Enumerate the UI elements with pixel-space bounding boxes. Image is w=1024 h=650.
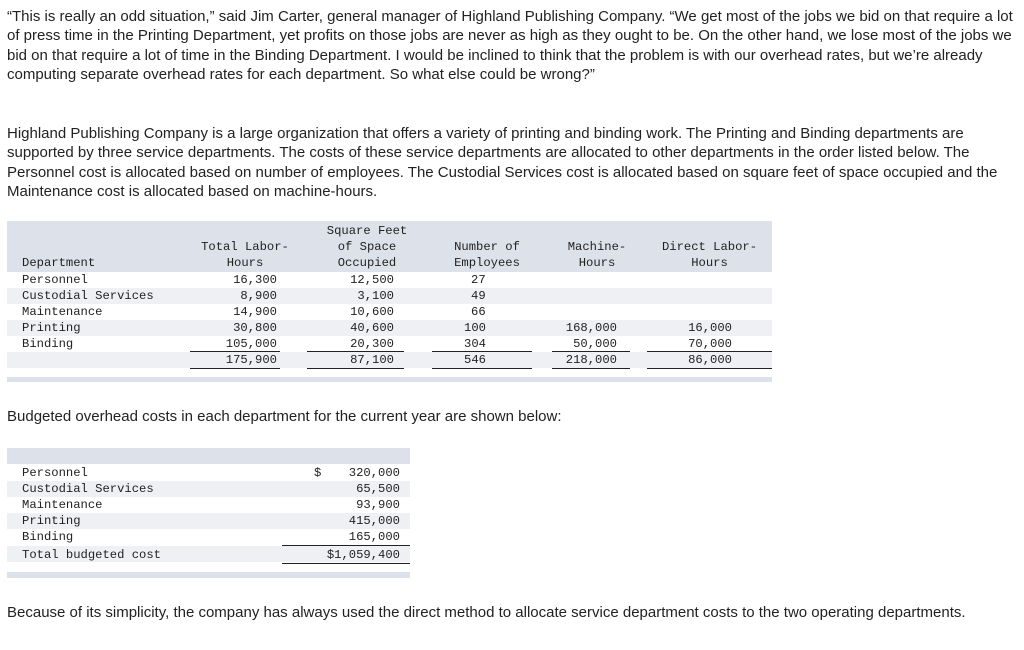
total-rule [307, 368, 404, 369]
total-budget-amount: $1,059,400 [326, 548, 400, 562]
department-name: Binding [22, 530, 74, 544]
department-name: Printing [22, 321, 81, 335]
employees-value: 66 [471, 305, 486, 319]
total-rule [647, 368, 772, 369]
employees-value: 100 [464, 321, 486, 335]
department-name: Personnel [22, 273, 88, 287]
square-feet-value: 3,100 [357, 289, 394, 303]
total-rule [190, 368, 280, 369]
square-feet-value: 12,500 [350, 273, 394, 287]
header-text: Hours [226, 256, 264, 270]
budget-intro-paragraph: Budgeted overhead costs in each department for the current year are shown below: [7, 408, 562, 425]
total-rule [432, 368, 532, 369]
header-text: Total Labor- [201, 240, 289, 254]
labor-hours-value: 105,000 [225, 337, 277, 351]
budget-amount: 165,000 [348, 530, 400, 544]
department-name: Custodial Services [22, 482, 154, 496]
employees-value: 304 [464, 337, 486, 351]
labor-hours-value: 8,900 [240, 289, 277, 303]
department-name: Maintenance [22, 498, 103, 512]
employees-value: 27 [471, 273, 486, 287]
intro-quote-paragraph: “This is really an odd situation,” said Jim Carter, general manager of Highland Publishing Company. “We get most of the jobs we bid on that require a lot of press time in the Printing Department, yet profits on those jobs are never as high as they ought to be. On the other hand, we lose most of the jobs we bid on that require a lot of time in the Binding Department. I would be inclined to think that the problem is with our overhead rates, but we’re already computing separate overhead rates for each department. So what else could be wrong?” [7, 8, 1013, 84]
department-name: Maintenance [22, 305, 103, 319]
budget-amount: 93,900 [356, 498, 400, 512]
machine-hours-total: 218,000 [565, 353, 617, 367]
budget-amount: 320,000 [348, 466, 400, 480]
budget-amount: 65,500 [356, 482, 400, 496]
square-feet-total: 87,100 [350, 353, 394, 367]
table-bottom-bar [7, 377, 772, 382]
currency-symbol: $ [314, 466, 322, 480]
labor-hours-total: 175,900 [225, 353, 277, 367]
table-bottom-bar [7, 572, 410, 578]
department-name: Personnel [22, 466, 88, 480]
header-text: Direct Labor- [661, 240, 758, 254]
labor-hours-value: 14,900 [233, 305, 277, 319]
header-text: Hours [578, 256, 616, 270]
budget-table [7, 448, 410, 580]
square-feet-value: 20,300 [350, 337, 394, 351]
header-text: Employees [454, 256, 520, 270]
direct-labor-hours-value: 70,000 [688, 337, 732, 351]
company-description-paragraph: Highland Publishing Company is a large organization that offers a variety of printing and binding work. The Printing and Binding departments are supported by three service departments. The costs of these service departments are allocated to other departments in the order listed below. The Personnel cost is allocated based on number of employees. The Custodial Services cost is allocated based on square feet of space occupied and the Maintenance cost is allocated based on machine-hours. [7, 125, 998, 201]
direct-labor-hours-total: 86,000 [688, 353, 732, 367]
employees-total: 546 [464, 353, 486, 367]
labor-hours-value: 30,800 [233, 321, 277, 335]
total-rule [552, 368, 630, 369]
department-name: Custodial Services [22, 289, 154, 303]
machine-hours-value: 168,000 [565, 321, 617, 335]
budget-amount: 415,000 [348, 514, 400, 528]
direct-labor-hours-value: 16,000 [688, 321, 732, 335]
department-data-table [7, 221, 772, 383]
header-text: Department [22, 256, 96, 270]
department-name: Binding [22, 337, 74, 351]
department-name: Printing [22, 514, 81, 528]
square-feet-value: 10,600 [350, 305, 394, 319]
total-label: Total budgeted cost [22, 548, 161, 562]
header-text: Machine- [567, 240, 627, 254]
square-feet-value: 40,600 [350, 321, 394, 335]
employees-value: 49 [471, 289, 486, 303]
total-rule [282, 545, 410, 546]
table-header-background [7, 448, 410, 464]
header-text: Occupied [337, 256, 397, 270]
header-text: Number of [454, 240, 520, 254]
total-rule [282, 563, 410, 564]
labor-hours-value: 16,300 [233, 273, 277, 287]
direct-method-paragraph: Because of its simplicity, the company has always used the direct method to allocate service department costs to the two operating departments. [7, 604, 966, 621]
header-text: of Space [337, 240, 397, 254]
machine-hours-value: 50,000 [573, 337, 617, 351]
header-text: Hours [691, 256, 728, 270]
header-text: Square Feet [326, 224, 408, 238]
